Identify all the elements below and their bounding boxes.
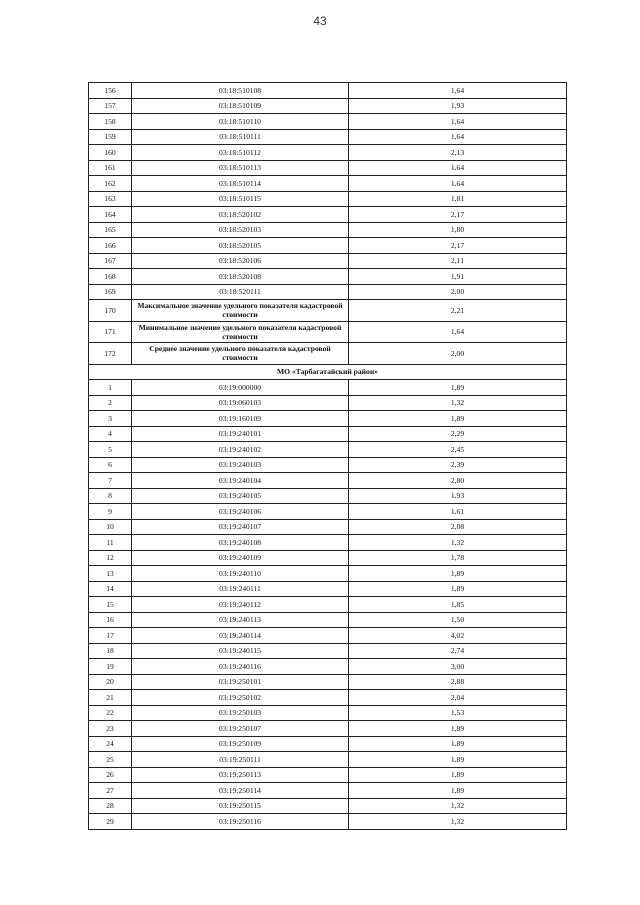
cadastral-quarter-cell: 03:19:250111 [132, 752, 349, 768]
cadastral-quarter-cell: 03:19:250101 [132, 674, 349, 690]
value-cell: 1,64 [349, 114, 567, 130]
cadastral-quarter-cell: 03:19:240112 [132, 597, 349, 613]
table-row [89, 488, 567, 504]
table-row [89, 411, 567, 427]
cadastral-quarter-cell: Среднее значение удельного показателя кадастровой стоимости [132, 343, 349, 365]
row-number-cell: 22 [89, 705, 132, 721]
value-cell: 1,89 [349, 380, 567, 396]
row-number-cell: 170 [89, 300, 132, 322]
row-number-cell: 166 [89, 238, 132, 254]
cadastral-quarter-cell: 03:18:520102 [132, 207, 349, 223]
cadastral-quarter-cell: 03:19:000000 [132, 380, 349, 396]
row-number-cell: 10 [89, 519, 132, 535]
table-row [89, 114, 567, 130]
cadastral-value-table [88, 82, 567, 830]
table-row [89, 160, 567, 176]
section-header-row [89, 364, 567, 380]
table-row [89, 690, 567, 706]
cadastral-quarter-cell: 03:18:510108 [132, 83, 349, 99]
cadastral-quarter-cell: 03:19:060103 [132, 395, 349, 411]
cadastral-quarter-cell: 03:18:510113 [132, 160, 349, 176]
table-row [89, 643, 567, 659]
row-number-cell: 27 [89, 783, 132, 799]
value-cell: 1,32 [349, 395, 567, 411]
row-number-cell: 156 [89, 83, 132, 99]
table-row [89, 736, 567, 752]
table-row [89, 426, 567, 442]
cadastral-quarter-cell: Минимальное значение удельного показателя кадастровой стоимости [132, 321, 349, 343]
table-row [89, 300, 567, 322]
value-cell: 2,74 [349, 643, 567, 659]
cadastral-quarter-cell: 03:19:240102 [132, 442, 349, 458]
row-number-cell: 5 [89, 442, 132, 458]
cadastral-quarter-cell: 03:18:520108 [132, 269, 349, 285]
value-cell: 1,50 [349, 612, 567, 628]
cadastral-quarter-cell: 03:18:520105 [132, 238, 349, 254]
table-row [89, 550, 567, 566]
table-row [89, 321, 567, 343]
table-row [89, 597, 567, 613]
table-row [89, 343, 567, 365]
row-number-cell: 18 [89, 643, 132, 659]
table-body-top [89, 83, 567, 300]
value-cell: 1,89 [349, 581, 567, 597]
table-row [89, 222, 567, 238]
table-row [89, 519, 567, 535]
table-row [89, 535, 567, 551]
row-number-cell: 12 [89, 550, 132, 566]
row-number-cell: 161 [89, 160, 132, 176]
cadastral-quarter-cell: 03:19:250102 [132, 690, 349, 706]
value-cell: 2,88 [349, 674, 567, 690]
value-cell: 1,81 [349, 191, 567, 207]
cadastral-quarter-cell: 03:19:250113 [132, 767, 349, 783]
value-cell: 2,00 [349, 343, 567, 365]
cadastral-quarter-cell: 03:19:240106 [132, 504, 349, 520]
table-row [89, 395, 567, 411]
row-number-cell: 1 [89, 380, 132, 396]
value-cell: 1,89 [349, 783, 567, 799]
table-row [89, 659, 567, 675]
page-number: 43 [313, 14, 327, 28]
row-number-cell: 160 [89, 145, 132, 161]
cadastral-quarter-cell: 03:19:240114 [132, 628, 349, 644]
cadastral-quarter-cell: 03:19:240104 [132, 473, 349, 489]
table-row [89, 752, 567, 768]
value-cell: 1,89 [349, 566, 567, 582]
row-number-cell: 9 [89, 504, 132, 520]
table-row [89, 674, 567, 690]
row-number-cell: 20 [89, 674, 132, 690]
table-row [89, 814, 567, 830]
table-row [89, 783, 567, 799]
cadastral-quarter-cell: 03:18:510110 [132, 114, 349, 130]
value-cell: 1,64 [349, 83, 567, 99]
row-number-cell: 16 [89, 612, 132, 628]
row-number-cell: 157 [89, 98, 132, 114]
cadastral-quarter-cell: 03:19:240115 [132, 643, 349, 659]
table-row [89, 767, 567, 783]
value-cell: 2,45 [349, 442, 567, 458]
table-row [89, 473, 567, 489]
cadastral-quarter-cell: 03:18:520111 [132, 284, 349, 300]
cadastral-quarter-cell: 03:19:240105 [132, 488, 349, 504]
table-row [89, 98, 567, 114]
value-cell: 2,17 [349, 238, 567, 254]
value-cell: 1,32 [349, 798, 567, 814]
cadastral-quarter-cell: 03:18:510111 [132, 129, 349, 145]
value-cell: 2,13 [349, 145, 567, 161]
value-cell: 3,00 [349, 659, 567, 675]
row-number-cell: 159 [89, 129, 132, 145]
table-row [89, 238, 567, 254]
table-row [89, 284, 567, 300]
table-row [89, 721, 567, 737]
value-cell: 1,89 [349, 752, 567, 768]
row-number-cell: 2 [89, 395, 132, 411]
table-row [89, 566, 567, 582]
value-cell: 2,39 [349, 457, 567, 473]
cadastral-quarter-cell: 03:18:510112 [132, 145, 349, 161]
row-number-cell: 21 [89, 690, 132, 706]
value-cell: 1,93 [349, 488, 567, 504]
row-number-cell: 17 [89, 628, 132, 644]
row-number-cell: 164 [89, 207, 132, 223]
value-cell: 1,93 [349, 98, 567, 114]
cadastral-quarter-cell: 03:19:240103 [132, 457, 349, 473]
cadastral-quarter-cell: 03:19:240113 [132, 612, 349, 628]
cadastral-quarter-cell: 03:19:240101 [132, 426, 349, 442]
row-number-cell: 169 [89, 284, 132, 300]
value-cell: 2,17 [349, 207, 567, 223]
value-cell: 2,11 [349, 253, 567, 269]
row-number-cell: 167 [89, 253, 132, 269]
table-row [89, 145, 567, 161]
table-row [89, 83, 567, 99]
table-row [89, 798, 567, 814]
row-number-cell: 26 [89, 767, 132, 783]
value-cell: 1,89 [349, 411, 567, 427]
row-number-cell: 23 [89, 721, 132, 737]
value-cell: 1,89 [349, 767, 567, 783]
row-number-cell: 165 [89, 222, 132, 238]
row-number-cell: 171 [89, 321, 132, 343]
value-cell: 1,89 [349, 736, 567, 752]
value-cell: 1,89 [349, 721, 567, 737]
cadastral-quarter-cell: 03:18:520106 [132, 253, 349, 269]
cadastral-quarter-cell: Максимальное значение удельного показателя кадастровой стоимости [132, 300, 349, 322]
value-cell: 1,64 [349, 160, 567, 176]
cadastral-quarter-cell: 03:19:240116 [132, 659, 349, 675]
table-row [89, 457, 567, 473]
value-cell: 2,21 [349, 300, 567, 322]
value-cell: 2,08 [349, 519, 567, 535]
table-body-bottom [89, 380, 567, 830]
table-row [89, 705, 567, 721]
value-cell: 1,53 [349, 705, 567, 721]
cadastral-quarter-cell: 03:19:250109 [132, 736, 349, 752]
value-cell: 2,29 [349, 426, 567, 442]
value-cell: 1,91 [349, 269, 567, 285]
row-number-cell: 7 [89, 473, 132, 489]
table-row [89, 380, 567, 396]
value-cell: 1,64 [349, 129, 567, 145]
row-number-cell: 24 [89, 736, 132, 752]
table-row [89, 612, 567, 628]
value-cell: 1,85 [349, 597, 567, 613]
cadastral-quarter-cell: 03:19:250114 [132, 783, 349, 799]
row-number-cell: 25 [89, 752, 132, 768]
row-number-cell: 15 [89, 597, 132, 613]
row-number-cell: 172 [89, 343, 132, 365]
cadastral-quarter-cell: 03:19:240108 [132, 535, 349, 551]
value-cell: 4,02 [349, 628, 567, 644]
cadastral-quarter-cell: 03:19:240109 [132, 550, 349, 566]
table-row [89, 129, 567, 145]
table-row [89, 442, 567, 458]
value-cell: 1,32 [349, 535, 567, 551]
value-cell: 2,04 [349, 690, 567, 706]
row-number-cell: 162 [89, 176, 132, 192]
cadastral-quarter-cell: 03:18:510115 [132, 191, 349, 207]
row-number-cell: 163 [89, 191, 132, 207]
cadastral-quarter-cell: 03:18:510114 [132, 176, 349, 192]
row-number-cell: 3 [89, 411, 132, 427]
table-row [89, 207, 567, 223]
table-row [89, 628, 567, 644]
value-cell: 2,00 [349, 284, 567, 300]
cadastral-quarter-cell: 03:19:240107 [132, 519, 349, 535]
cadastral-quarter-cell: 03:19:250116 [132, 814, 349, 830]
cadastral-quarter-cell: 03:18:510109 [132, 98, 349, 114]
row-number-cell: 29 [89, 814, 132, 830]
table-row [89, 176, 567, 192]
value-cell: 1,64 [349, 176, 567, 192]
row-number-cell: 19 [89, 659, 132, 675]
cadastral-quarter-cell: 03:19:240111 [132, 581, 349, 597]
table-row [89, 253, 567, 269]
value-cell: 2,80 [349, 473, 567, 489]
row-number-cell: 8 [89, 488, 132, 504]
row-number-cell: 28 [89, 798, 132, 814]
value-cell: 1,61 [349, 504, 567, 520]
cadastral-quarter-cell: 03:19:250107 [132, 721, 349, 737]
cadastral-quarter-cell: 03:19:160109 [132, 411, 349, 427]
table-row [89, 191, 567, 207]
cadastral-quarter-cell: 03:19:250103 [132, 705, 349, 721]
row-number-cell: 14 [89, 581, 132, 597]
row-number-cell: 11 [89, 535, 132, 551]
row-number-cell: 6 [89, 457, 132, 473]
value-cell: 1,78 [349, 550, 567, 566]
cadastral-quarter-cell: 03:19:240110 [132, 566, 349, 582]
row-number-cell: 158 [89, 114, 132, 130]
table-row [89, 269, 567, 285]
row-number-cell: 13 [89, 566, 132, 582]
table-row [89, 581, 567, 597]
table-body-summary [89, 300, 567, 365]
table-section [89, 364, 567, 380]
row-number-cell: 168 [89, 269, 132, 285]
row-number-cell: 4 [89, 426, 132, 442]
section-title: МО «Тарбагатайский район» [89, 364, 567, 380]
table-row [89, 504, 567, 520]
value-cell: 1,32 [349, 814, 567, 830]
value-cell: 1,80 [349, 222, 567, 238]
value-cell: 1,64 [349, 321, 567, 343]
cadastral-quarter-cell: 03:18:520103 [132, 222, 349, 238]
cadastral-quarter-cell: 03:19:250115 [132, 798, 349, 814]
